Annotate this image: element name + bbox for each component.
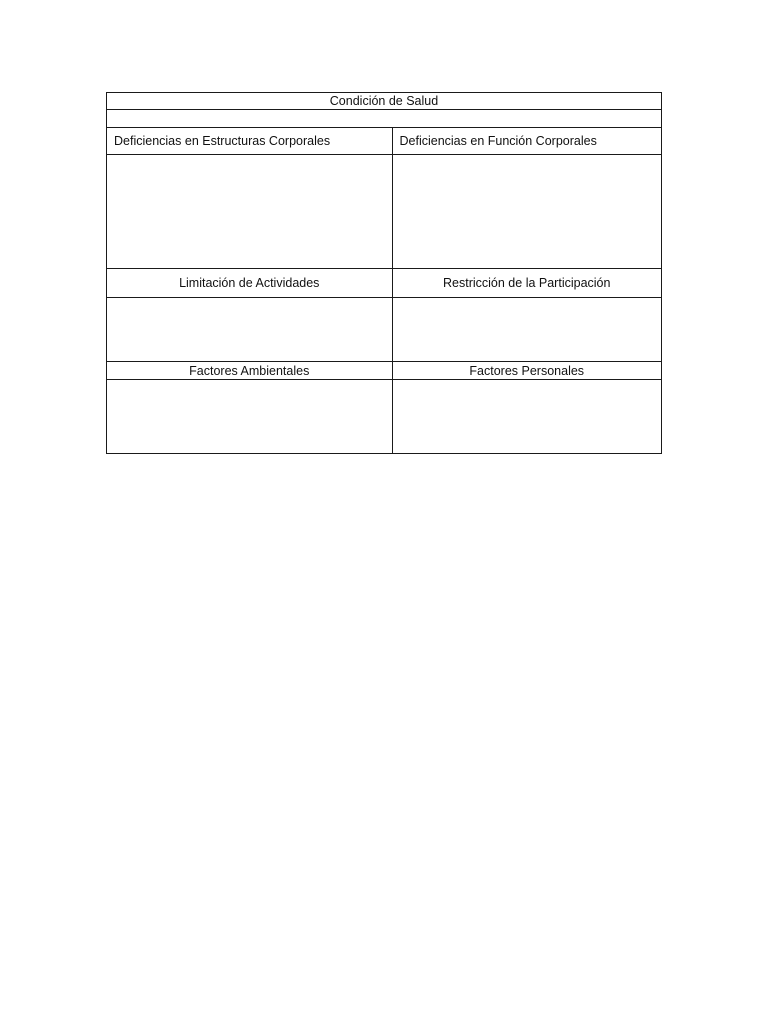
deficiencies-content-row <box>107 155 662 269</box>
icf-table <box>106 92 662 454</box>
activity-content-cell <box>107 298 393 362</box>
structures-header: Deficiencias en Estructuras Corporales <box>107 128 393 155</box>
participation-header: Restricción de la Participación <box>392 269 662 298</box>
environmental-header: Factores Ambientales <box>107 362 393 380</box>
factors-header-row <box>107 362 662 380</box>
health-condition-cell <box>107 110 662 128</box>
activity-header: Limitación de Actividades <box>107 269 393 298</box>
functions-header: Deficiencias en Función Corporales <box>392 128 662 155</box>
personal-header: Factores Personales <box>392 362 662 380</box>
title-row <box>107 93 662 110</box>
personal-content-cell <box>392 380 662 454</box>
functions-content-cell <box>392 155 662 269</box>
deficiencies-header-row <box>107 128 662 155</box>
activity-participation-content-row <box>107 298 662 362</box>
activity-participation-header-row <box>107 269 662 298</box>
health-condition-title: Condición de Salud <box>107 93 662 110</box>
environmental-content-cell <box>107 380 393 454</box>
factors-content-row <box>107 380 662 454</box>
structures-content-cell <box>107 155 393 269</box>
empty-row <box>107 110 662 128</box>
participation-content-cell <box>392 298 662 362</box>
